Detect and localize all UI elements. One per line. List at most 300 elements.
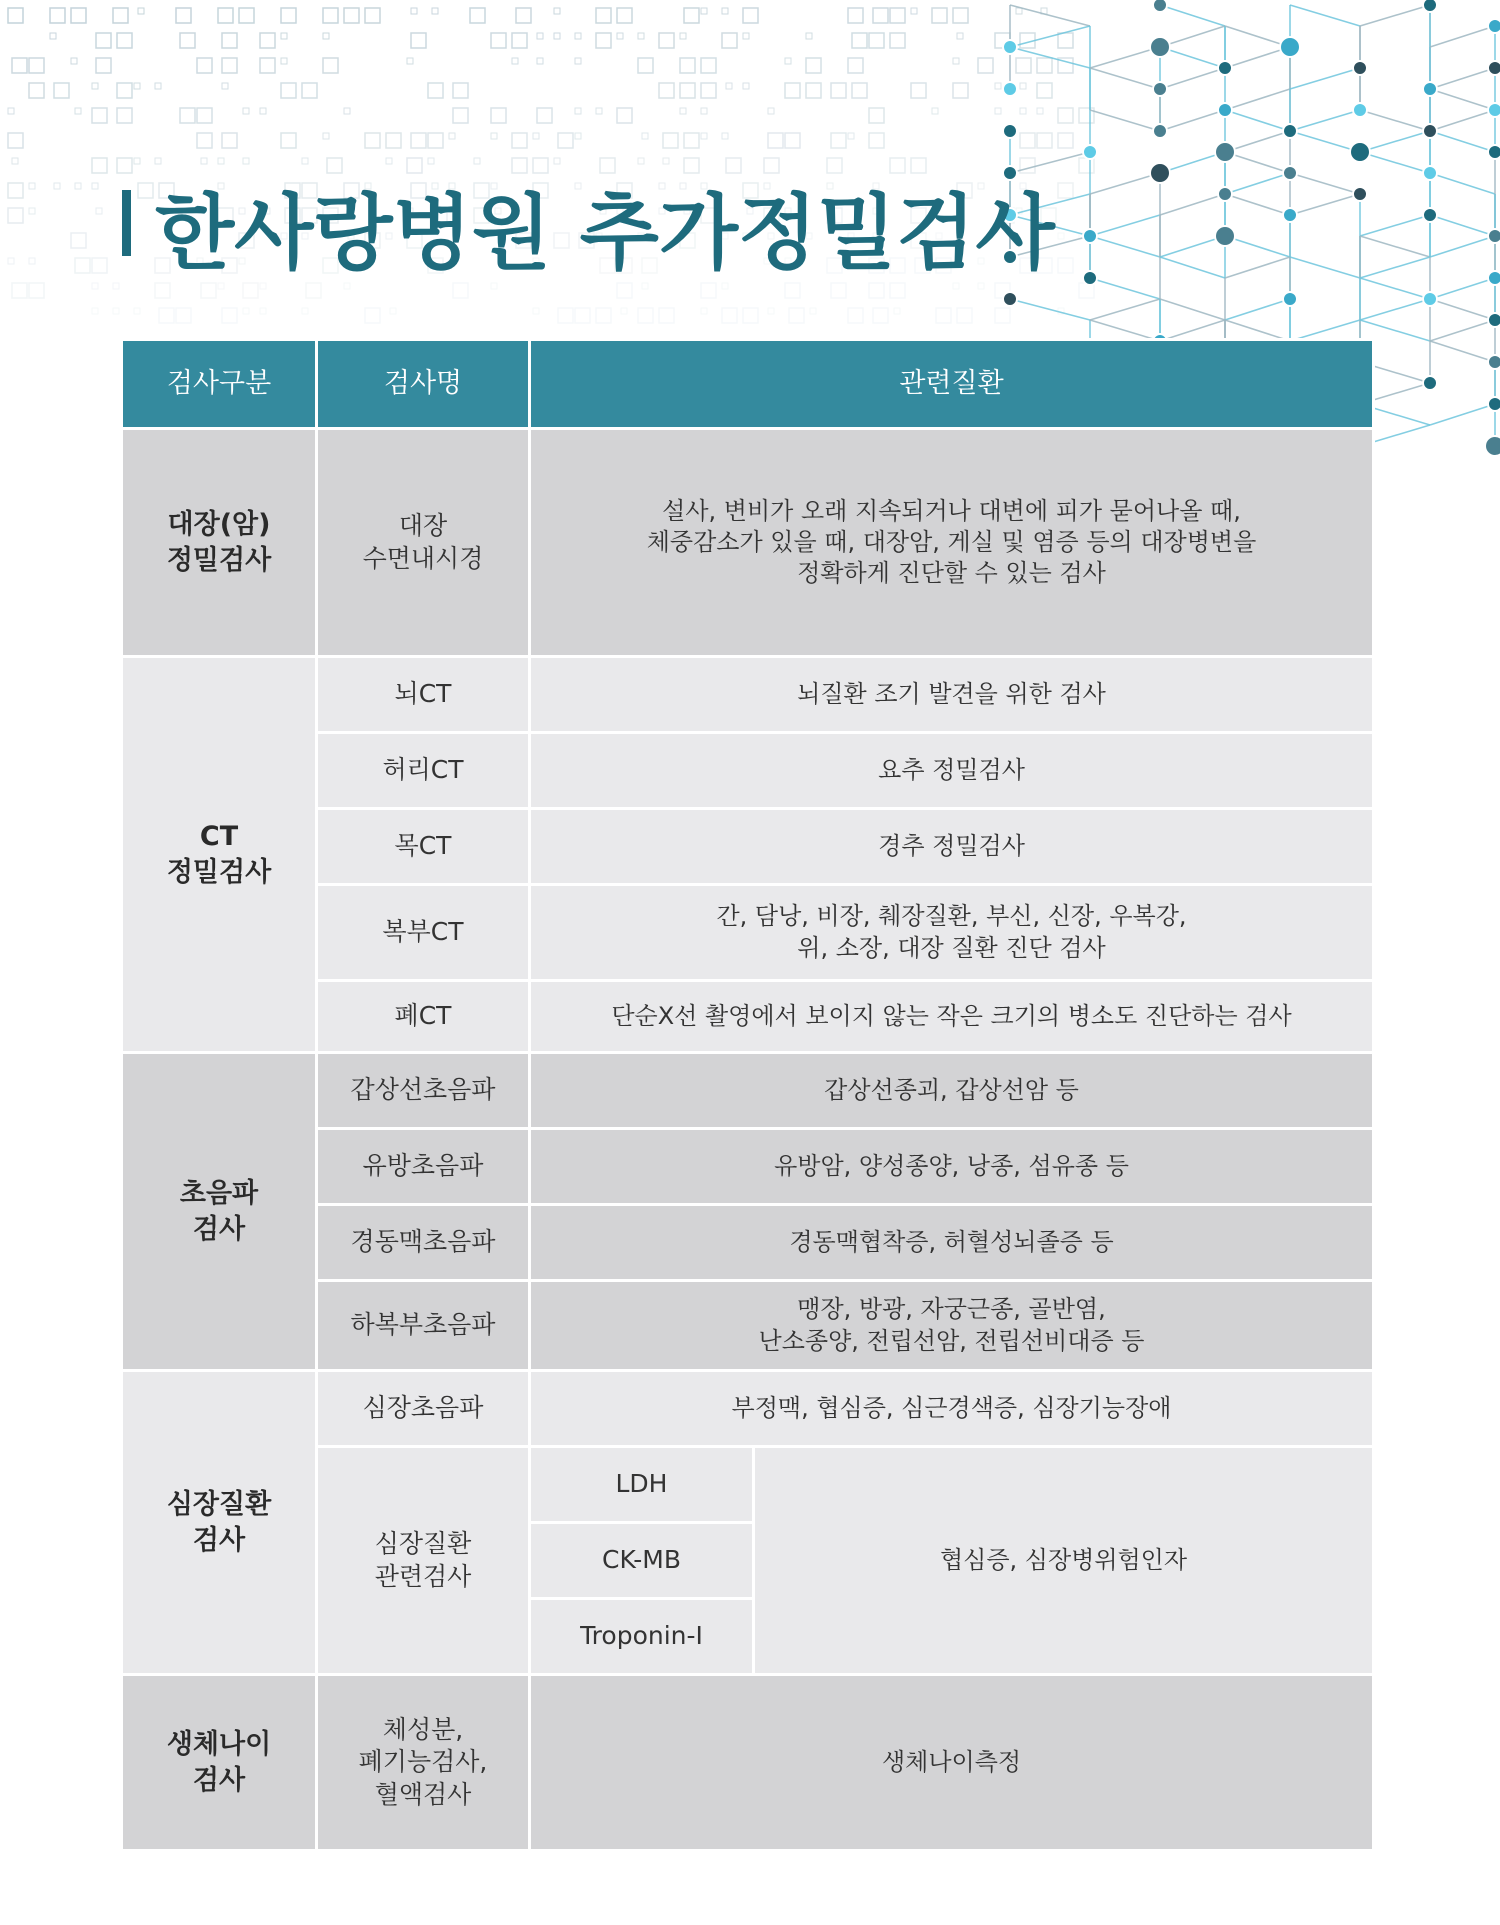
network-node (1283, 124, 1297, 138)
pattern-square (243, 283, 258, 298)
pattern-square (449, 133, 455, 139)
pattern-square (1058, 183, 1073, 198)
desc-line: 위, 소장, 대장 질환 진단 검사 (797, 933, 1106, 962)
pattern-square (1037, 83, 1052, 98)
pattern-square (365, 133, 380, 148)
network-line (1010, 299, 1090, 320)
network-line (1090, 110, 1160, 131)
pattern-square (428, 158, 434, 164)
pattern-square (810, 308, 816, 314)
pattern-square (71, 233, 86, 248)
pattern-square (390, 308, 396, 314)
pattern-square (155, 158, 161, 164)
pattern-square (92, 308, 98, 314)
category-line: 검사 (192, 1764, 246, 1796)
pattern-square (701, 133, 707, 139)
pattern-square (117, 108, 132, 123)
network-node (1218, 187, 1232, 201)
network-node (1083, 145, 1097, 159)
network-line (1430, 299, 1495, 320)
pattern-square (302, 83, 317, 98)
pattern-square (684, 8, 699, 23)
desc-pelvic-us (530, 1281, 1374, 1371)
network-line (1160, 299, 1225, 320)
pattern-square (617, 8, 632, 23)
network-line (1430, 131, 1495, 152)
network-line (1160, 257, 1225, 278)
pattern-square (680, 108, 686, 114)
pattern-square (180, 33, 195, 48)
network-line (1360, 257, 1430, 278)
exam-name-lung-ct: 폐CT (317, 981, 530, 1053)
pattern-square (848, 58, 863, 73)
network-node (1485, 436, 1500, 456)
category-ultrasound (122, 1053, 317, 1371)
pattern-square (957, 308, 972, 323)
pattern-square (516, 8, 531, 23)
exam-name-abdomen-ct: 복부CT (317, 885, 530, 981)
pattern-square (659, 83, 674, 98)
pattern-square (852, 33, 867, 48)
exam-name-line: 수면내시경 (362, 543, 484, 573)
pattern-square (995, 83, 1001, 89)
network-node (1153, 124, 1167, 138)
pattern-square (197, 133, 212, 148)
exam-name-breast-us: 유방초음파 (317, 1129, 530, 1205)
network-node (1153, 82, 1167, 96)
network-line (1430, 68, 1495, 89)
pattern-square (537, 33, 543, 39)
pattern-square (323, 8, 338, 23)
exam-name-echo: 심장초음파 (317, 1371, 530, 1447)
network-line (1090, 236, 1160, 257)
pattern-square (113, 8, 128, 23)
pattern-square (621, 308, 627, 314)
exam-name-thyroid-us: 갑상선초음파 (317, 1053, 530, 1129)
pattern-square (134, 158, 140, 164)
network-line (1160, 194, 1225, 215)
network-line (1430, 320, 1495, 341)
network-node (1353, 61, 1367, 75)
pattern-square (722, 133, 728, 139)
pattern-square (134, 83, 140, 89)
pattern-square (411, 133, 426, 148)
pattern-square (617, 283, 632, 298)
exam-name-pelvic-us: 하복부초음파 (317, 1281, 530, 1371)
network-line (1010, 26, 1090, 47)
pattern-square (537, 58, 543, 64)
network-line (1225, 257, 1290, 278)
pattern-square (453, 83, 468, 98)
pattern-square (12, 283, 27, 298)
desc-carotid-us: 경동맥협착증, 허혈성뇌졸증 등 (530, 1205, 1374, 1281)
desc-line: 설사, 변비가 오래 지속되거나 대변에 피가 묻어나올 때, (662, 496, 1241, 525)
header-category: 검사구분 (122, 340, 317, 429)
network-line (1430, 110, 1495, 131)
network-node (1280, 37, 1300, 57)
category-line: 심장질환 (166, 1489, 272, 1521)
pattern-square (852, 83, 867, 98)
network-node (1083, 229, 1097, 243)
pattern-square (638, 158, 644, 164)
pattern-square (953, 58, 959, 64)
pattern-square (8, 208, 23, 223)
desc-echo: 부정맥, 협심증, 심근경색증, 심장기능장애 (530, 1371, 1374, 1447)
desc-line: 체중감소가 있을 때, 대장암, 게실 및 염증 등의 대장병변을 (646, 527, 1257, 556)
pattern-square (596, 33, 611, 48)
pattern-square (8, 108, 14, 114)
pattern-square (701, 58, 716, 73)
network-line (1360, 110, 1430, 131)
pattern-square (134, 308, 140, 314)
pattern-square (407, 58, 413, 64)
pattern-square (323, 33, 329, 39)
pattern-square (785, 283, 800, 298)
pattern-square (995, 108, 1001, 114)
desc-lung-ct: 단순X선 촬영에서 보이지 않는 작은 크기의 병소도 진단하는 검사 (530, 981, 1374, 1053)
pattern-square (768, 133, 783, 148)
pattern-square (554, 158, 560, 164)
pattern-square (428, 83, 443, 98)
pattern-square (785, 58, 791, 64)
pattern-square (680, 33, 686, 39)
pattern-square (785, 133, 800, 148)
pattern-square (218, 158, 224, 164)
pattern-square (260, 108, 266, 114)
pattern-square (596, 8, 611, 23)
pattern-square (512, 133, 527, 148)
pattern-square (474, 158, 480, 164)
pattern-square (701, 108, 707, 114)
pattern-square (848, 308, 863, 323)
pattern-square (12, 58, 27, 73)
pattern-square (831, 83, 846, 98)
pattern-square (344, 108, 350, 114)
pattern-square (890, 8, 905, 23)
pattern-square (323, 58, 338, 73)
pattern-square (29, 83, 44, 98)
pattern-square (932, 8, 947, 23)
pattern-square (894, 308, 900, 314)
pattern-square (222, 83, 228, 89)
pattern-square (701, 8, 707, 14)
desc-line: 난소종양, 전립선암, 전립선비대증 등 (758, 1326, 1145, 1355)
exam-name-bioage (317, 1675, 530, 1851)
network-line (1430, 404, 1495, 425)
category-bioage (122, 1675, 317, 1851)
pattern-square (113, 308, 119, 314)
pattern-square (873, 8, 888, 23)
network-node (1003, 292, 1017, 306)
pattern-square (848, 133, 854, 139)
pattern-square (596, 108, 602, 114)
network-line (1430, 341, 1495, 362)
network-line (1290, 5, 1360, 26)
pattern-square (789, 308, 804, 323)
category-line: 검사 (192, 1213, 246, 1245)
pattern-square (453, 283, 468, 298)
pattern-square (302, 158, 308, 164)
pattern-square (197, 58, 212, 73)
page-title: 한사랑병원 추가정밀검사 (155, 186, 1055, 281)
pattern-square (96, 208, 102, 214)
network-node (1350, 142, 1370, 162)
pattern-square (1058, 33, 1073, 48)
pattern-square (92, 283, 98, 289)
pattern-square (155, 283, 170, 298)
pattern-square (54, 183, 60, 189)
pattern-square (890, 283, 905, 298)
pattern-square (281, 58, 287, 64)
pattern-square (1079, 158, 1094, 173)
network-line (1360, 278, 1430, 299)
desc-brain-ct: 뇌질환 조기 발견을 위한 검사 (530, 657, 1374, 733)
pattern-square (1037, 108, 1043, 114)
network-line (1290, 173, 1360, 194)
desc-line: 간, 담낭, 비장, 췌장질환, 부신, 신장, 우복강, (716, 902, 1187, 931)
pattern-square (365, 308, 380, 323)
exam-name-carotid-us: 경동맥초음파 (317, 1205, 530, 1281)
pattern-square (680, 58, 695, 73)
pattern-square (743, 8, 758, 23)
pattern-square (117, 83, 132, 98)
pattern-square (50, 33, 56, 39)
pattern-square (323, 133, 329, 139)
pattern-square (701, 308, 707, 314)
pattern-square (92, 183, 98, 189)
pattern-square (617, 108, 632, 123)
pattern-square (8, 133, 23, 148)
subtest-ck-mb: CK-MB (530, 1523, 754, 1599)
pattern-square (642, 133, 648, 139)
exam-name-brain-ct: 뇌CT (317, 657, 530, 733)
pattern-square (159, 308, 174, 323)
network-line (1430, 215, 1495, 236)
category-line: 대장(암) (167, 509, 271, 541)
exam-table (120, 338, 1375, 1852)
pattern-square (222, 58, 237, 73)
pattern-square (726, 83, 732, 89)
pattern-square (869, 133, 884, 148)
pattern-square (243, 308, 249, 314)
category-line: 생체나이 (166, 1729, 272, 1761)
pattern-square (8, 8, 23, 23)
subtest-troponin: Troponin-I (530, 1599, 754, 1675)
pattern-square (29, 208, 35, 214)
pattern-square (92, 258, 107, 273)
network-line (1290, 257, 1360, 278)
desc-breast-us: 유방암, 양성종양, 낭종, 섬유종 등 (530, 1129, 1374, 1205)
pattern-square (222, 308, 237, 323)
network-line (1090, 215, 1160, 236)
pattern-square (554, 33, 560, 39)
category-line: 정밀검사 (166, 544, 272, 576)
network-node (1423, 82, 1437, 96)
pattern-square (848, 8, 863, 23)
pattern-square (932, 108, 938, 114)
pattern-square (684, 133, 699, 148)
network-node (1283, 208, 1297, 222)
network-node (1215, 142, 1235, 162)
pattern-square (92, 108, 107, 123)
network-node (1150, 163, 1170, 183)
network-node (1083, 271, 1097, 285)
pattern-square (978, 58, 993, 73)
pattern-square (201, 283, 216, 298)
pattern-square (428, 133, 443, 148)
pattern-square (659, 308, 674, 323)
network-node (1488, 397, 1500, 411)
network-node (1003, 82, 1017, 96)
pattern-square (1058, 108, 1073, 123)
pattern-square (260, 308, 266, 314)
category-ct (122, 657, 317, 1053)
pattern-square (491, 33, 506, 48)
pattern-square (197, 108, 212, 123)
table-row (122, 1371, 1374, 1447)
pattern-square (680, 83, 695, 98)
pattern-square (113, 283, 119, 289)
pattern-square (92, 158, 107, 173)
pattern-square (575, 108, 581, 114)
pattern-square (281, 8, 296, 23)
pattern-square (1037, 133, 1052, 148)
network-line (1290, 68, 1360, 89)
pattern-square (575, 58, 581, 64)
pattern-square (1020, 133, 1035, 148)
pattern-square (537, 108, 552, 123)
pattern-square (96, 33, 111, 48)
pattern-square (1016, 58, 1031, 73)
category-colonoscopy (122, 429, 317, 657)
pattern-square (75, 183, 81, 189)
exam-name-line: 관련검사 (374, 1561, 472, 1591)
pattern-square (743, 33, 749, 39)
network-node (1423, 292, 1437, 306)
network-line (1430, 173, 1495, 194)
pattern-square (176, 8, 191, 23)
pattern-square (222, 33, 237, 48)
network-line (1160, 68, 1225, 89)
network-line (1225, 299, 1290, 320)
category-cardiac (122, 1371, 317, 1675)
pattern-square (953, 83, 968, 98)
pattern-square (743, 308, 758, 323)
pattern-square (453, 108, 468, 123)
pattern-square (638, 33, 644, 39)
desc-line: 맹장, 방광, 자궁근종, 골반염, (797, 1295, 1106, 1324)
pattern-square (1020, 83, 1026, 89)
pattern-square (953, 8, 968, 23)
pattern-square (554, 8, 560, 14)
network-node (1488, 61, 1500, 75)
network-node (1423, 0, 1437, 12)
network-line (1360, 5, 1430, 26)
desc-abdomen-ct (530, 885, 1374, 981)
pattern-square (71, 8, 86, 23)
pattern-square (701, 283, 716, 298)
network-node (1003, 40, 1017, 54)
pattern-square (768, 108, 774, 114)
network-node (1488, 229, 1500, 243)
desc-line: 정확하게 진단할 수 있는 검사 (797, 559, 1106, 588)
pattern-square (29, 58, 44, 73)
pattern-square (575, 308, 590, 323)
category-line: 정밀검사 (166, 856, 272, 888)
category-line: 초음파 (179, 1178, 259, 1210)
pattern-square (218, 8, 233, 23)
header-exam-name: 검사명 (317, 340, 530, 429)
pattern-square (302, 308, 308, 314)
pattern-square (575, 133, 581, 139)
exam-name-line: 심장질환 (374, 1529, 472, 1558)
pattern-square (243, 158, 249, 164)
pattern-square (768, 308, 774, 314)
pattern-square (386, 133, 401, 148)
network-node (1003, 124, 1017, 138)
pattern-square (1058, 233, 1064, 239)
pattern-square (386, 158, 392, 164)
pattern-square (785, 83, 800, 98)
desc-bioage: 생체나이측정 (530, 1675, 1374, 1851)
network-node (1215, 226, 1235, 246)
exam-name-line: 대장 (398, 511, 448, 540)
network-line (1360, 299, 1430, 320)
pattern-square (575, 33, 581, 39)
pattern-square (180, 108, 195, 123)
pattern-square (470, 8, 485, 23)
pattern-square (491, 108, 506, 123)
pattern-square (117, 158, 132, 173)
exam-name-line: 폐기능검사, (358, 1747, 488, 1777)
pattern-square (75, 258, 90, 273)
pattern-square (260, 58, 275, 73)
pattern-square (911, 8, 917, 14)
pattern-square (8, 258, 14, 264)
exam-name-line: 혈액검사 (374, 1779, 472, 1809)
title-accent-bar (122, 190, 131, 256)
pattern-square (533, 133, 539, 139)
network-line (1010, 5, 1090, 26)
network-line (1225, 89, 1290, 110)
table-row (122, 429, 1374, 657)
pattern-square (411, 33, 426, 48)
pattern-square (344, 8, 359, 23)
network-node (1488, 271, 1500, 285)
network-node (1218, 61, 1232, 75)
desc-spine-ct: 요추 정밀검사 (530, 733, 1374, 809)
pattern-square (617, 33, 623, 39)
pattern-square (512, 58, 518, 64)
exam-name-neck-ct: 목CT (317, 809, 530, 885)
network-line (1290, 194, 1360, 215)
network-line (1430, 236, 1495, 257)
pattern-square (869, 108, 884, 123)
pattern-square (831, 133, 846, 148)
pattern-square (722, 308, 737, 323)
network-node (1283, 292, 1297, 306)
network-line (1160, 110, 1225, 131)
pattern-square (1016, 8, 1022, 14)
network-line (1225, 173, 1290, 194)
pattern-square (911, 83, 926, 98)
network-line (1290, 110, 1360, 131)
pattern-square (558, 133, 573, 148)
pattern-square (432, 8, 438, 14)
pattern-square (239, 8, 254, 23)
pattern-square (873, 308, 888, 323)
network-line (1430, 89, 1495, 110)
